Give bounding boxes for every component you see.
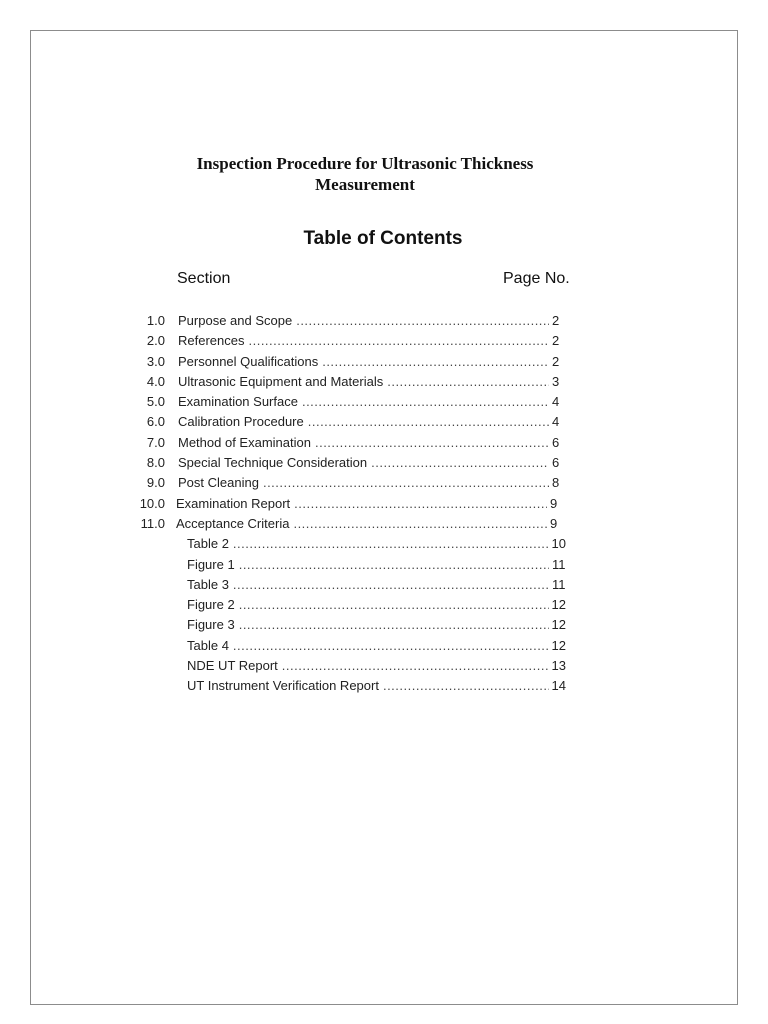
toc-entry-number: 10.0 (139, 495, 165, 511)
toc-sub-entry (31, 656, 735, 676)
toc-entry-page: 2 (552, 333, 560, 349)
dot-leader (239, 615, 549, 635)
toc-entry-title: NDE UT Report (187, 658, 278, 674)
toc-entry (31, 372, 735, 392)
dot-leader (383, 676, 549, 696)
toc-entry-title: Table 4 (187, 637, 229, 653)
toc-entry-title: Table 3 (187, 576, 229, 592)
toc-entry-page: 4 (552, 394, 560, 410)
toc-entry-page: 8 (552, 475, 560, 491)
toc-entry-number: 11.0 (140, 515, 165, 531)
section-column-header: Section (177, 270, 231, 287)
toc-list (31, 311, 735, 697)
dot-leader (315, 433, 549, 453)
toc-entry-title: Method of Examination (178, 434, 311, 450)
dot-leader (387, 372, 549, 392)
dot-leader (263, 473, 549, 493)
dot-leader (294, 494, 547, 514)
toc-entry-page: 2 (552, 313, 560, 328)
toc-entry-number: 1.0 (146, 313, 165, 328)
toc-entry (31, 331, 735, 351)
toc-sub-entry (31, 534, 735, 554)
toc-entry-title: Post Cleaning (178, 475, 259, 491)
toc-entry-page: 12 (551, 617, 566, 633)
dot-leader (282, 656, 549, 676)
toc-entry-title: UT Instrument Verification Report (187, 678, 379, 694)
toc-entry (31, 412, 735, 432)
toc-entry-page: 12 (551, 597, 566, 613)
toc-sub-entry (31, 575, 735, 595)
dot-leader (233, 575, 549, 595)
dot-leader (233, 636, 549, 656)
toc-entry-page: 2 (552, 353, 560, 369)
toc-entry-title: Purpose and Scope (178, 313, 293, 328)
toc-entry-page: 13 (551, 658, 566, 674)
toc-entry-title: Examination Surface (178, 394, 298, 410)
toc-entry (31, 494, 735, 514)
toc-entry-number: 3.0 (146, 353, 165, 369)
dot-leader (296, 311, 549, 331)
toc-entry (31, 311, 735, 331)
toc-entry-page: 9 (550, 495, 558, 511)
toc-sub-entry (31, 555, 735, 575)
toc-sub-entry (31, 615, 735, 635)
toc-entry-page: 3 (552, 373, 560, 389)
toc-entry-number: 6.0 (146, 414, 165, 430)
dot-leader (308, 412, 549, 432)
toc-entry (31, 453, 735, 473)
dot-leader (293, 514, 547, 534)
dot-leader (233, 534, 549, 554)
toc-heading: Table of Contents (303, 228, 463, 249)
dot-leader (239, 595, 549, 615)
toc-entry-page: 14 (551, 678, 566, 694)
toc-entry (31, 514, 735, 534)
toc-entry-number: 5.0 (146, 394, 165, 410)
toc-entry-title: Figure 2 (187, 597, 235, 613)
toc-entry (31, 392, 735, 412)
dot-leader (302, 392, 549, 412)
dot-leader (248, 331, 549, 351)
toc-entry-page: 6 (552, 455, 560, 471)
document-page (30, 30, 738, 1005)
toc-entry-title: Personnel Qualifications (178, 353, 319, 369)
toc-sub-entry (31, 676, 735, 696)
toc-entry-number: 8.0 (146, 455, 165, 471)
dot-leader (322, 352, 549, 372)
toc-entry-page: 10 (551, 536, 566, 552)
toc-entry-title: References (178, 333, 245, 349)
document-title: Inspection Procedure for Ultrasonic Thickness Measurement (196, 154, 534, 194)
toc-entry-number: 2.0 (146, 333, 165, 349)
toc-entry-title: Table 2 (187, 536, 229, 552)
toc-entry-page: 12 (551, 637, 566, 653)
page-column-header: Page No. (503, 270, 570, 287)
toc-entry-title: Figure 3 (187, 617, 235, 633)
toc-sub-entry (31, 636, 735, 656)
dot-leader (239, 555, 549, 575)
toc-entry-page: 11 (552, 576, 566, 592)
toc-entry-title: Ultrasonic Equipment and Materials (178, 373, 384, 389)
toc-entry-title: Examination Report (176, 495, 291, 511)
toc-entry-number: 9.0 (146, 475, 165, 491)
toc-entry-page: 9 (550, 515, 558, 531)
toc-entry-number: 7.0 (146, 434, 165, 450)
toc-entry (31, 433, 735, 453)
toc-entry (31, 352, 735, 372)
toc-entry-page: 4 (552, 414, 560, 430)
toc-entry-title: Acceptance Criteria (176, 515, 290, 531)
toc-entry-page: 11 (552, 556, 566, 572)
toc-entry (31, 473, 735, 493)
toc-entry-title: Figure 1 (187, 556, 235, 572)
toc-entry-number: 4.0 (146, 373, 165, 389)
dot-leader (371, 453, 549, 473)
toc-entry-title: Calibration Procedure (178, 414, 304, 430)
toc-entry-title: Special Technique Consideration (178, 455, 368, 471)
toc-sub-entry (31, 595, 735, 615)
toc-entry-page: 6 (552, 434, 560, 450)
